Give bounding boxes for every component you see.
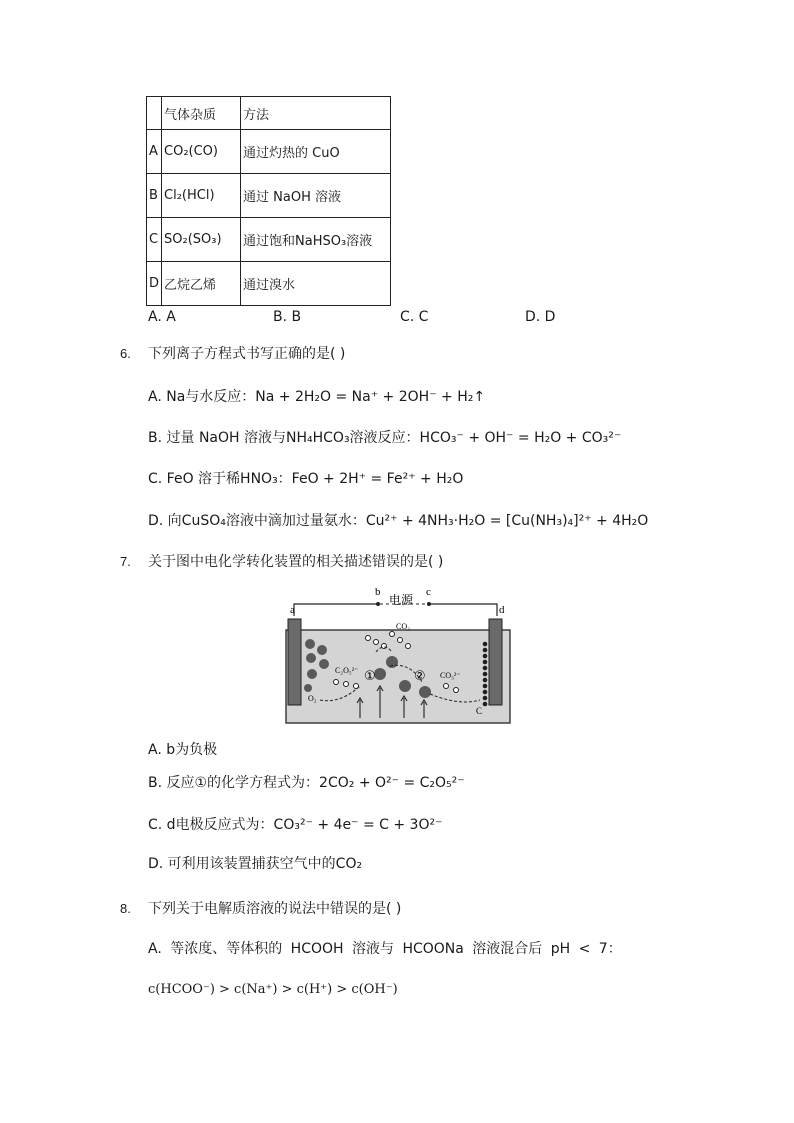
- table-row: [147, 262, 391, 306]
- row-method: 通过灼热的 CuO: [241, 130, 391, 174]
- q7-option-b[interactable]: B. 反应①的化学方程式为：2CO₂ + O²⁻ = C₂O₅²⁻: [148, 775, 465, 791]
- q8-number: 8.: [120, 901, 131, 916]
- table-header-row: [147, 97, 391, 130]
- step2-label: ②: [414, 669, 426, 684]
- q7-option-c[interactable]: C. d电极反应式为：CO₃²⁻ + 4e⁻ = C + 3O²⁻: [148, 817, 443, 833]
- q7-option-a[interactable]: A. b为负极: [148, 742, 218, 758]
- label-a: a: [290, 604, 295, 616]
- row-method: 通过溴水: [241, 262, 391, 306]
- co2-top-label: CO₂: [396, 622, 410, 631]
- row-method: 通过 NaOH 溶液: [241, 174, 391, 218]
- terminal-b: [376, 602, 380, 606]
- wire-left: [294, 604, 376, 616]
- q5-option-d[interactable]: D. D: [525, 309, 556, 325]
- electrochemical-device-diagram: [280, 582, 520, 727]
- q5-option-a[interactable]: A. A: [148, 309, 176, 325]
- q5-option-b[interactable]: B. B: [273, 309, 302, 325]
- table-header-cell: 方法: [241, 97, 391, 130]
- q8-option-a[interactable]: A. 等浓度、等体积的 HCOOH 溶液与 HCOONa 溶液混合后 pH < 7：: [148, 941, 622, 957]
- terminal-c: [427, 602, 431, 606]
- impurity-table: [146, 96, 391, 306]
- q7-option-d[interactable]: D. 可利用该装置捕获空气中的CO₂: [148, 856, 363, 872]
- electrode-a: [288, 619, 301, 705]
- step1-label: ①: [364, 669, 376, 684]
- power-label: 电源: [389, 593, 414, 607]
- row-gas: Cl₂(HCl): [162, 174, 241, 218]
- c2o5-label: C₂O₅²⁻: [335, 666, 359, 675]
- table-row: [147, 218, 391, 262]
- table-row: [147, 130, 391, 174]
- co3-label: CO₃²⁻: [440, 671, 461, 680]
- label-c: c: [426, 586, 431, 598]
- row-letter: B: [147, 174, 162, 218]
- q7-stem: 关于图中电化学转化装置的相关描述错误的是( ): [148, 554, 444, 570]
- wire-right: [431, 604, 497, 616]
- row-method: 通过饱和NaHSO₃溶液: [241, 218, 391, 262]
- q8-option-a-inequality: c(HCOO⁻) > c(Na⁺) > c(H⁺) > c(OH⁻): [148, 982, 398, 997]
- q6-option-a[interactable]: A. Na与水反应：Na + 2H₂O = Na⁺ + 2OH⁻ + H₂↑: [148, 389, 486, 405]
- row-letter: D: [147, 262, 162, 306]
- table-row: [147, 174, 391, 218]
- row-letter: A: [147, 130, 162, 174]
- q5-option-c[interactable]: C. C: [400, 309, 429, 325]
- row-gas: SO₂(SO₃): [162, 218, 241, 262]
- carbon-deposit: [483, 642, 488, 707]
- q6-option-b[interactable]: B. 过量 NaOH 溶液与NH₄HCO₃溶液反应：HCO₃⁻ + OH⁻ = H₂O + CO₃²⁻: [148, 430, 622, 446]
- row-gas: CO₂(CO): [162, 130, 241, 174]
- carbon-label: C: [476, 706, 483, 716]
- o2-label: O₂: [308, 694, 317, 703]
- q6-number: 6.: [120, 346, 131, 361]
- q6-option-c[interactable]: C. FeO 溶于稀HNO₃：FeO + 2H⁺ = Fe²⁺ + H₂O: [148, 471, 464, 487]
- row-letter: C: [147, 218, 162, 262]
- electrode-d: [489, 619, 502, 705]
- q6-stem: 下列离子方程式书写正确的是( ): [148, 346, 346, 362]
- q6-option-d[interactable]: D. 向CuSO₄溶液中滴加过量氨水：Cu²⁺ + 4NH₃·H₂O = [Cu(NH₃)₄]²⁺ + 4H₂O: [148, 513, 649, 529]
- row-gas: 乙烷乙烯: [162, 262, 241, 306]
- table-header-cell: 气体杂质: [162, 97, 241, 130]
- label-b: b: [375, 586, 381, 598]
- label-d: d: [499, 604, 505, 616]
- table-header-cell: [147, 97, 162, 130]
- q8-stem: 下列关于电解质溶液的说法中错误的是( ): [148, 901, 402, 917]
- q7-number: 7.: [120, 554, 131, 569]
